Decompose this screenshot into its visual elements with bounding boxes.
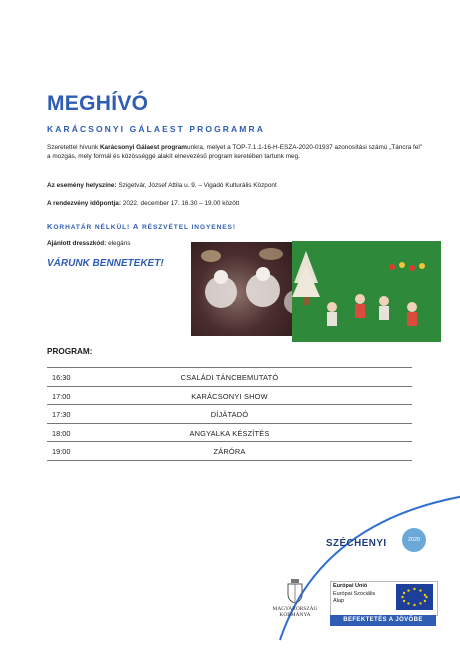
- szechenyi-logo-text: SZÉCHENYI: [326, 538, 387, 549]
- age-free-notice: KORHATÁR NÉLKÜL! A RÉSZVÉTEL INGYENES!: [47, 222, 236, 231]
- venue-line: Az esemény helyszíne: Szigetvár, József Attila u. 9. – Vigadó Kulturális Központ: [47, 182, 277, 189]
- szechenyi-2020-badge: 2020: [402, 528, 426, 552]
- angel-figurines-photo: [191, 242, 305, 336]
- table-row: 17:00 KARÁCSONYI SHOW: [47, 387, 412, 406]
- page-title: MEGHÍVÓ: [47, 92, 149, 115]
- government-label: MAGYARORSZÁG KORMÁNYA: [272, 606, 318, 618]
- welcome-slogan: VÁRUNK BENNETEKET!: [47, 258, 164, 269]
- table-row: 18:00 ANGYALKA KÉSZÍTÉS: [47, 424, 412, 443]
- program-table: [47, 367, 412, 461]
- invest-future-banner: BEFEKTETÉS A JÖVŐBE: [330, 615, 436, 626]
- table-row: 19:00 ZÁRÓRA: [47, 442, 412, 461]
- intro-paragraph: Szeretettel hívunk Karácsonyi Gálaest programunkra, melyet a TOP-7.1.1-16-H-ESZA-2020-01937 azonosítási számú „Táncra fel” a mozgás, mely formál és közösséggé alakít elnevezésű program keretében tartunk meg.: [47, 144, 422, 161]
- eu-flag-icon: [396, 584, 433, 610]
- program-heading: PROGRAM:: [47, 347, 93, 356]
- page-subtitle: KARÁCSONYI GÁLAEST PROGRAMRA: [47, 124, 265, 134]
- christmas-card-image: [292, 241, 441, 342]
- eu-fund-label: Európai Unió Európai Szociális Alap: [333, 583, 376, 604]
- hungarian-coat-of-arms-icon: [285, 578, 305, 604]
- table-row: 17:30 DÍJÁTADÓ: [47, 405, 412, 424]
- time-line: A rendezvény időpontja: 2022. december 17. 16.30 – 19.00 között: [47, 200, 240, 207]
- dresscode-line: Ajánlott dresszkód: elegáns: [47, 240, 131, 247]
- table-row: 16:30 CSALÁDI TÁNCBEMUTATÓ: [47, 368, 412, 387]
